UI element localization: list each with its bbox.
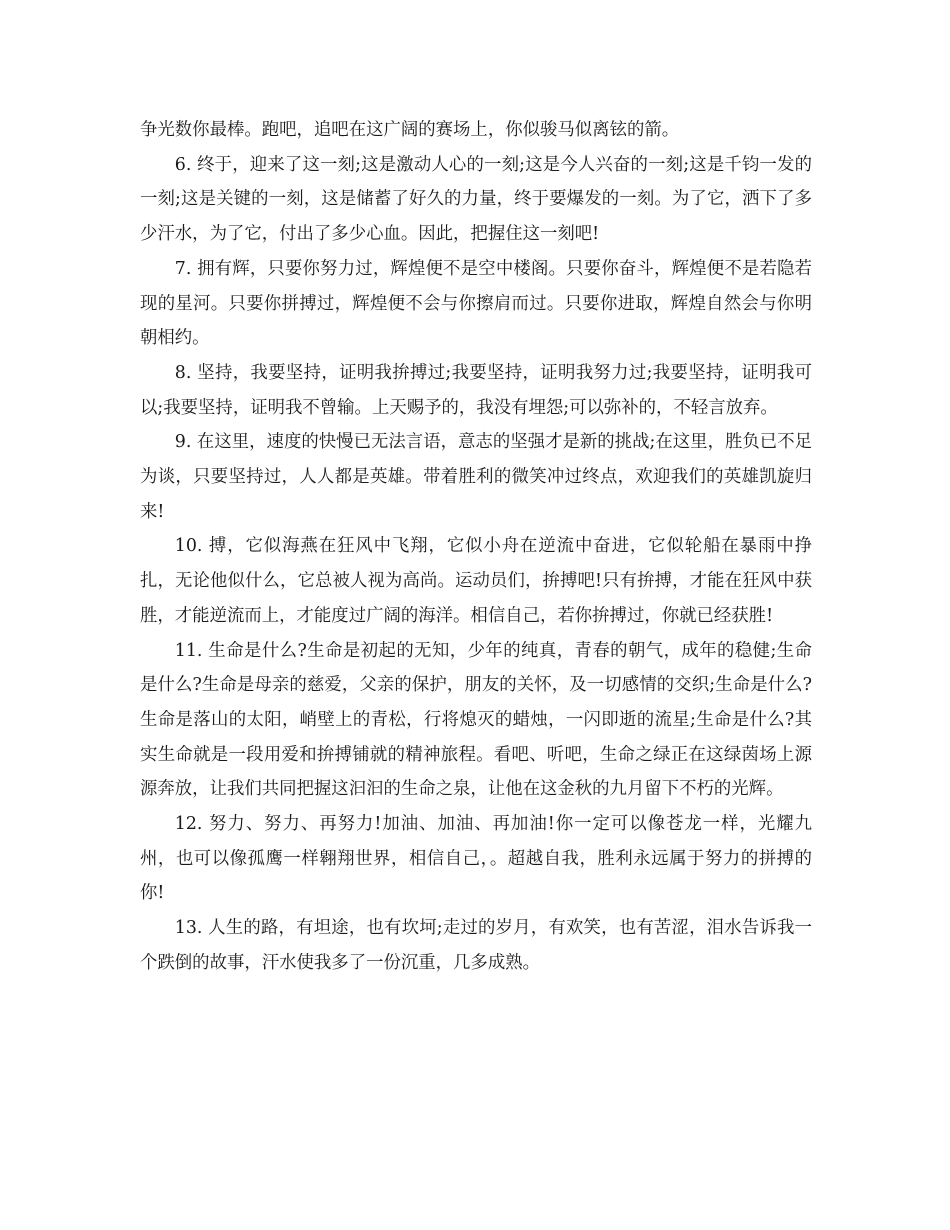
paragraph-7: 7. 拥有辉，只要你努力过，辉煌便不是空中楼阁。只要你奋斗，辉煌便不是若隐若现的星河。只要你拼搏过，辉煌便不会与你擦肩而过。只要你进取，辉煌自然会与你明朝相约。 [140,258,812,349]
paragraph-12: 12. 努力、努力、再努力!加油、加油、再加油!你一定可以像苍龙一样，光耀九州，也可以像孤鹰一样翱翔世界，相信自己，。超越自我，胜利永远属于努力的拼搏的你! [140,814,812,904]
paragraph-13: 13. 人生的路，有坦途，也有坎坷;走过的岁月，有欢笑，也有苦涩，泪水告诉我一个跌倒的故事，汗水使我多了一份沉重，几多成熟。 [140,918,812,973]
document-body [140,113,812,981]
paragraph-9: 9. 在这里，速度的快慢已无法言语，意志的坚强才是新的挑战;在这里，胜负已不足为谈，只要坚持过，人人都是英雄。带着胜利的微笑冲过终点，欢迎我们的英雄凯旋归来! [140,432,812,522]
paragraph-10: 10. 搏，它似海燕在狂风中飞翔，它似小舟在逆流中奋进，它似轮船在暴雨中挣扎，无论他似什么，它总被人视为高尚。运动员们，拚搏吧!只有拚搏，才能在狂风中获胜，才能逆流而上，才能度过广阔的海洋。相信自己，若你拚搏过，你就已经获胜! [140,536,812,626]
paragraph-continuation: 争光数你最棒。跑吧，追吧在这广阔的赛场上，你似骏马似离铉的箭。 [140,120,680,140]
paragraph-11: 11. 生命是什么?生命是初起的无知，少年的纯真，青春的朝气，成年的稳健;生命是什么?生命是母亲的慈爱，父亲的保护，朋友的关怀，及一切感情的交织;生命是什么?生命是落山的太阳，峭壁上的青松，行将熄灭的蜡烛，一闪即逝的流星;生命是什么?其实生命就是一段用爱和拚搏铺就的精神旅程。看吧、听吧，生命之绿正在这绿茵场上源源奔放，让我们共同把握这汩汩的生命之泉，让他在这金秋的九月留下不朽的光辉。 [140,640,812,800]
paragraph-8: 8. 坚持，我要坚持，证明我拚搏过;我要坚持，证明我努力过;我要坚持，证明我可以;我要坚持，证明我不曾输。上天赐予的，我没有埋怨;可以弥补的，不轻言放弃。 [140,362,812,418]
paragraph-6: 6. 终于，迎来了这一刻;这是激动人心的一刻;这是今人兴奋的一刻;这是千钧一发的一刻;这是关键的一刻，这是储蓄了好久的力量，终于要爆发的一刻。为了它，洒下了多少汗水，为了它，付出了多少心血。因此，把握住这一刻吧! [140,154,812,245]
